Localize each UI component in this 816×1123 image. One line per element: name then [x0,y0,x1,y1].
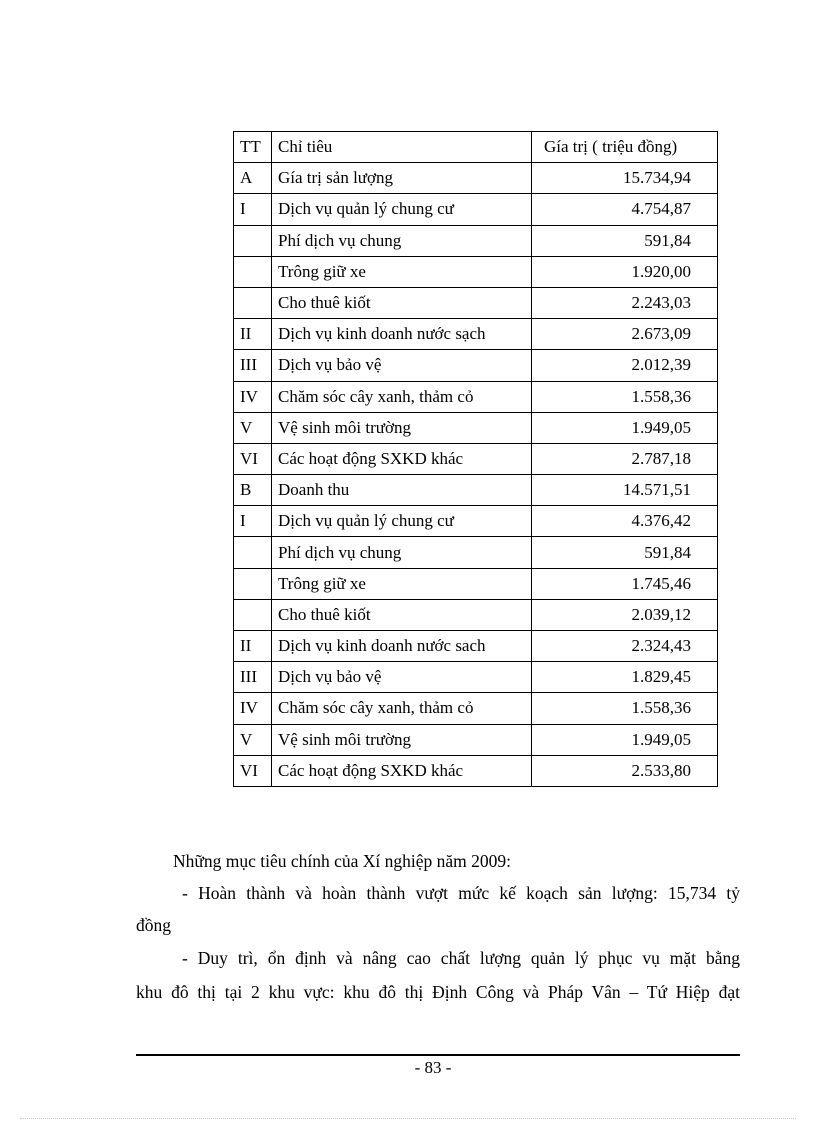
table-row [234,506,718,537]
row-tt: IV [234,693,272,724]
row-tt: V [234,724,272,755]
table-row [234,599,718,630]
row-indicator: Các hoạt động SXKD khác [272,755,532,786]
header-value: Gía trị ( triệu đồng) [532,132,718,163]
row-tt: II [234,631,272,662]
row-value: 2.012,39 [532,350,718,381]
table-row [234,256,718,287]
financial-table [233,131,718,787]
row-indicator: Trông giữ xe [272,568,532,599]
row-tt: II [234,319,272,350]
table-row [234,475,718,506]
table-row [234,225,718,256]
row-value: 591,84 [532,537,718,568]
table-row [234,319,718,350]
goals-heading: Những mục tiêu chính của Xí nghiệp năm 2009: [173,851,512,871]
row-tt [234,287,272,318]
row-value: 14.571,51 [532,475,718,506]
table-row [234,693,718,724]
row-value: 4.376,42 [532,506,718,537]
page-number: - 83 - [414,1058,452,1077]
page-bottom-dotted-border [20,1118,796,1119]
header-tt: TT [234,132,272,163]
goal-2-line-2: khu đô thị tại 2 khu vực: khu đô thị Định Công và Pháp Vân – Tứ Hiệp đạt [136,982,740,1002]
row-tt: I [234,194,272,225]
row-value: 1.745,46 [532,568,718,599]
row-tt: A [234,163,272,194]
financial-table-body [234,132,718,787]
table-row [234,412,718,443]
row-indicator: Dịch vụ kinh doanh nước sach [272,631,532,662]
table-row [234,755,718,786]
row-indicator: Dịch vụ bảo vệ [272,350,532,381]
row-indicator: Dịch vụ kinh doanh nước sạch [272,319,532,350]
row-value: 2.533,80 [532,755,718,786]
row-value: 1.558,36 [532,693,718,724]
goal-2-line-1: - Duy trì, ổn định và nâng cao chất lượng quản lý phục vụ mặt bằng [182,948,740,968]
row-tt: B [234,475,272,506]
goal-1-line-2: đồng [136,915,171,935]
row-indicator: Cho thuê kiốt [272,287,532,318]
row-indicator: Chăm sóc cây xanh, thảm cỏ [272,381,532,412]
row-indicator: Phí dịch vụ chung [272,225,532,256]
row-indicator: Dịch vụ quản lý chung cư [272,506,532,537]
row-tt [234,256,272,287]
row-indicator: Doanh thu [272,475,532,506]
row-tt: III [234,350,272,381]
row-value: 1.829,45 [532,662,718,693]
footer-divider [136,1054,740,1056]
row-indicator: Vệ sinh môi trường [272,412,532,443]
table-row [234,381,718,412]
row-indicator: Các hoạt động SXKD khác [272,443,532,474]
table-row [234,163,718,194]
row-value: 4.754,87 [532,194,718,225]
row-tt: V [234,412,272,443]
row-tt [234,537,272,568]
row-value: 1.949,05 [532,724,718,755]
table-header-row [234,132,718,163]
row-indicator: Vệ sinh môi trường [272,724,532,755]
table-row [234,287,718,318]
row-indicator: Dịch vụ quản lý chung cư [272,194,532,225]
row-indicator: Cho thuê kiốt [272,599,532,630]
row-tt [234,599,272,630]
row-value: 1.920,00 [532,256,718,287]
row-tt: VI [234,443,272,474]
row-tt: IV [234,381,272,412]
row-tt: I [234,506,272,537]
table-row [234,443,718,474]
row-value: 2.673,09 [532,319,718,350]
table-row [234,662,718,693]
row-indicator: Gía trị sản lượng [272,163,532,194]
row-tt [234,225,272,256]
row-value: 15.734,94 [532,163,718,194]
row-value: 2.324,43 [532,631,718,662]
row-value: 1.949,05 [532,412,718,443]
table-row [234,631,718,662]
row-indicator: Chăm sóc cây xanh, thảm cỏ [272,693,532,724]
row-tt: VI [234,755,272,786]
row-tt: III [234,662,272,693]
row-value: 591,84 [532,225,718,256]
table-row [234,568,718,599]
header-indicator: Chỉ tiêu [272,132,532,163]
row-value: 1.558,36 [532,381,718,412]
table-row [234,537,718,568]
row-value: 2.787,18 [532,443,718,474]
table-row [234,350,718,381]
row-indicator: Trông giữ xe [272,256,532,287]
table-row [234,724,718,755]
table-row [234,194,718,225]
row-value: 2.243,03 [532,287,718,318]
row-indicator: Dịch vụ bảo vệ [272,662,532,693]
row-indicator: Phí dịch vụ chung [272,537,532,568]
row-value: 2.039,12 [532,599,718,630]
goal-1-line-1: - Hoàn thành và hoàn thành vượt mức kế koạch sản lượng: 15,734 tỷ [182,883,740,903]
row-tt [234,568,272,599]
